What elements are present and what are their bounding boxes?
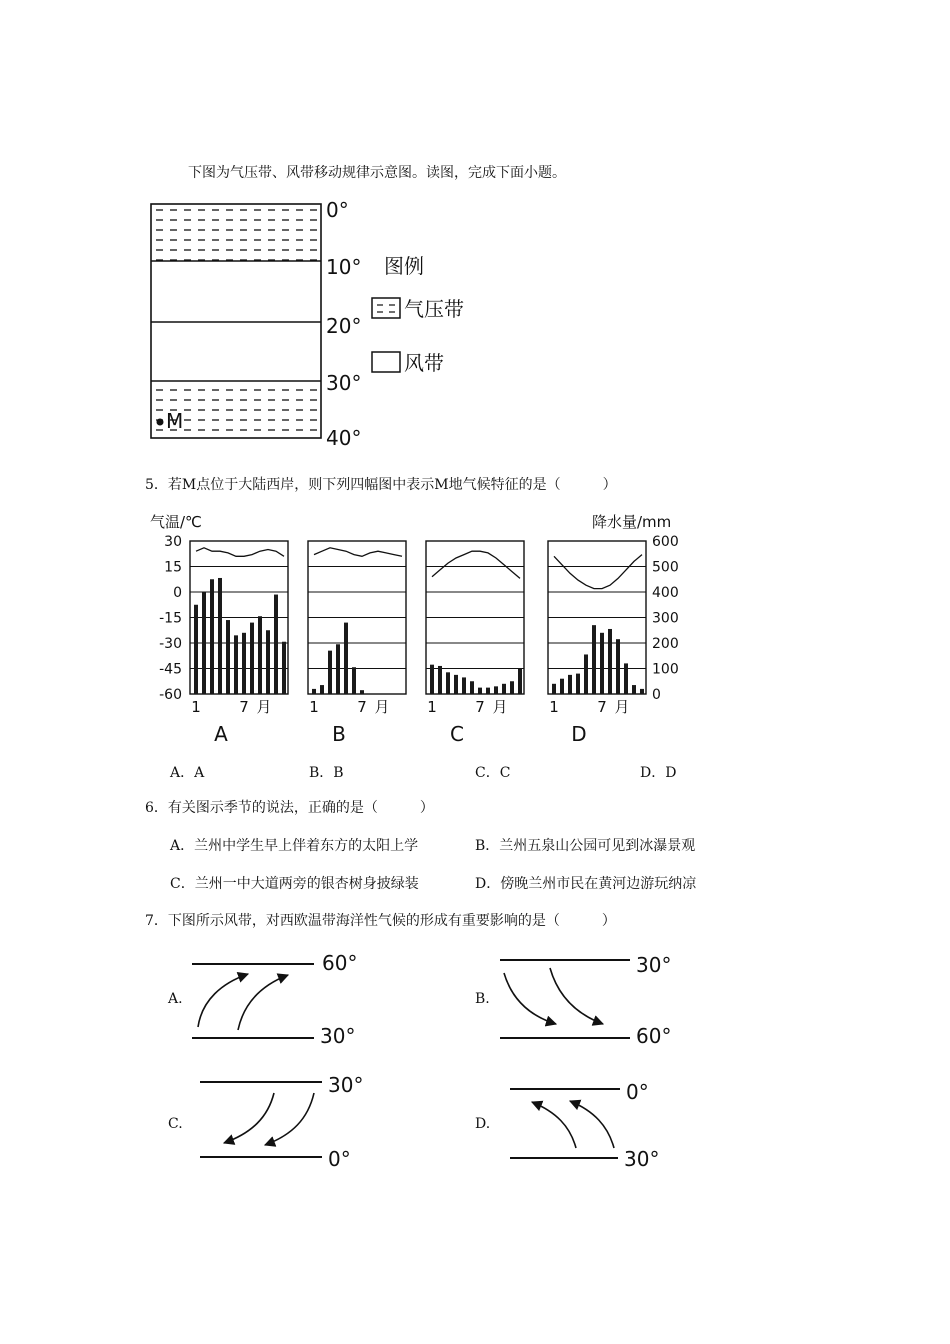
wind-b-bottom-lat: 60° (636, 1024, 672, 1048)
x-month-label: 月 (374, 698, 390, 716)
x-month-label: 月 (256, 698, 272, 716)
precip-tick-label: 300 (652, 610, 679, 627)
q6-option-b: B．兰州五泉山公园可见到冰瀑景观 (475, 838, 696, 854)
x-tick-label: 1 (427, 698, 437, 716)
wind-diagram-a (192, 951, 357, 1048)
x-month-label: 月 (492, 698, 508, 716)
lat-20: 20° (326, 314, 362, 338)
q5-option-b: B．B (309, 765, 344, 781)
wind-diagram-d (510, 1080, 659, 1171)
legend-pressure-label: 气压带 (404, 297, 464, 321)
precip-tick-label: 100 (652, 661, 679, 678)
wind-c-bottom-lat: 0° (328, 1147, 351, 1171)
q5-option-c: C．C (475, 765, 511, 781)
q7-option-c-letter: C. (168, 1116, 183, 1132)
legend-wind-label: 风带 (404, 351, 444, 375)
lat-40: 40° (326, 426, 362, 450)
panel-label: B (332, 722, 346, 746)
x-tick-label: 7 (357, 698, 367, 716)
q6-option-d: D．傍晚兰州市民在黄河边游玩纳凉 (475, 876, 697, 892)
x-tick-label: 7 (475, 698, 485, 716)
q5-option-d: D．D (640, 765, 677, 781)
lat-10: 10° (326, 255, 362, 279)
x-tick-label: 7 (597, 698, 607, 716)
x-month-label: 月 (614, 698, 630, 716)
q6-stem: 6．有关图示季节的说法，正确的是（ ） (145, 800, 434, 816)
wind-b-top-lat: 30° (636, 953, 672, 977)
temp-tick-label: 30 (164, 534, 182, 550)
x-tick-label: 1 (191, 698, 201, 716)
x-tick-label: 1 (309, 698, 319, 716)
wind-diagram-c (200, 1073, 363, 1171)
temp-tick-label: -30 (159, 636, 182, 652)
intro-text: 下图为气压带、风带移动规律示意图。读图，完成下面小题。 (188, 165, 566, 181)
q7-stem: 7．下图所示风带，对西欧温带海洋性气候的形成有重要影响的是（ ） (145, 913, 616, 929)
temp-tick-label: 15 (164, 559, 182, 576)
temp-tick-label: -15 (159, 610, 182, 627)
lat-30: 30° (326, 371, 362, 395)
wind-diagram-b (500, 953, 671, 1048)
temp-tick-label: -60 (159, 687, 182, 703)
panel-label: A (214, 722, 228, 746)
temp-tick-label: 0 (173, 585, 182, 601)
q7-option-a-letter: A. (168, 991, 183, 1007)
precip-tick-label: 400 (652, 585, 679, 601)
precip-tick-label: 200 (652, 636, 679, 652)
q6-option-c: C．兰州一中大道两旁的银杏树身披绿装 (170, 876, 419, 892)
y-right-label: 降水量/mm (592, 513, 672, 531)
panel-label: C (450, 722, 464, 746)
wind-c-top-lat: 30° (328, 1073, 364, 1097)
wind-a-top-lat: 60° (322, 951, 358, 975)
legend-title: 图例 (384, 254, 424, 278)
y-left-label: 气温/℃ (150, 513, 202, 531)
q7-option-d-letter: D. (475, 1116, 491, 1132)
temp-tick-label: -45 (159, 661, 182, 678)
precip-tick-label: 600 (652, 534, 679, 550)
precip-tick-label: 500 (652, 559, 679, 576)
q7-option-b-letter: B. (475, 991, 490, 1007)
wind-d-top-lat: 0° (626, 1080, 649, 1104)
panel-label: D (571, 722, 587, 746)
q5-stem: 5．若M点位于大陆西岸，则下列四幅图中表示M地气候特征的是（ ） (145, 477, 617, 493)
x-tick-label: 1 (549, 698, 559, 716)
x-tick-label: 7 (239, 698, 249, 716)
precip-tick-label: 0 (652, 687, 661, 703)
wind-a-bottom-lat: 30° (320, 1024, 356, 1048)
q5-option-a: A．A (170, 765, 205, 781)
q6-option-a: A．兰州中学生早上伴着东方的太阳上学 (170, 838, 419, 854)
wind-d-bottom-lat: 30° (624, 1147, 660, 1171)
lat-0: 0° (326, 198, 349, 222)
point-m-label: M (166, 409, 184, 433)
